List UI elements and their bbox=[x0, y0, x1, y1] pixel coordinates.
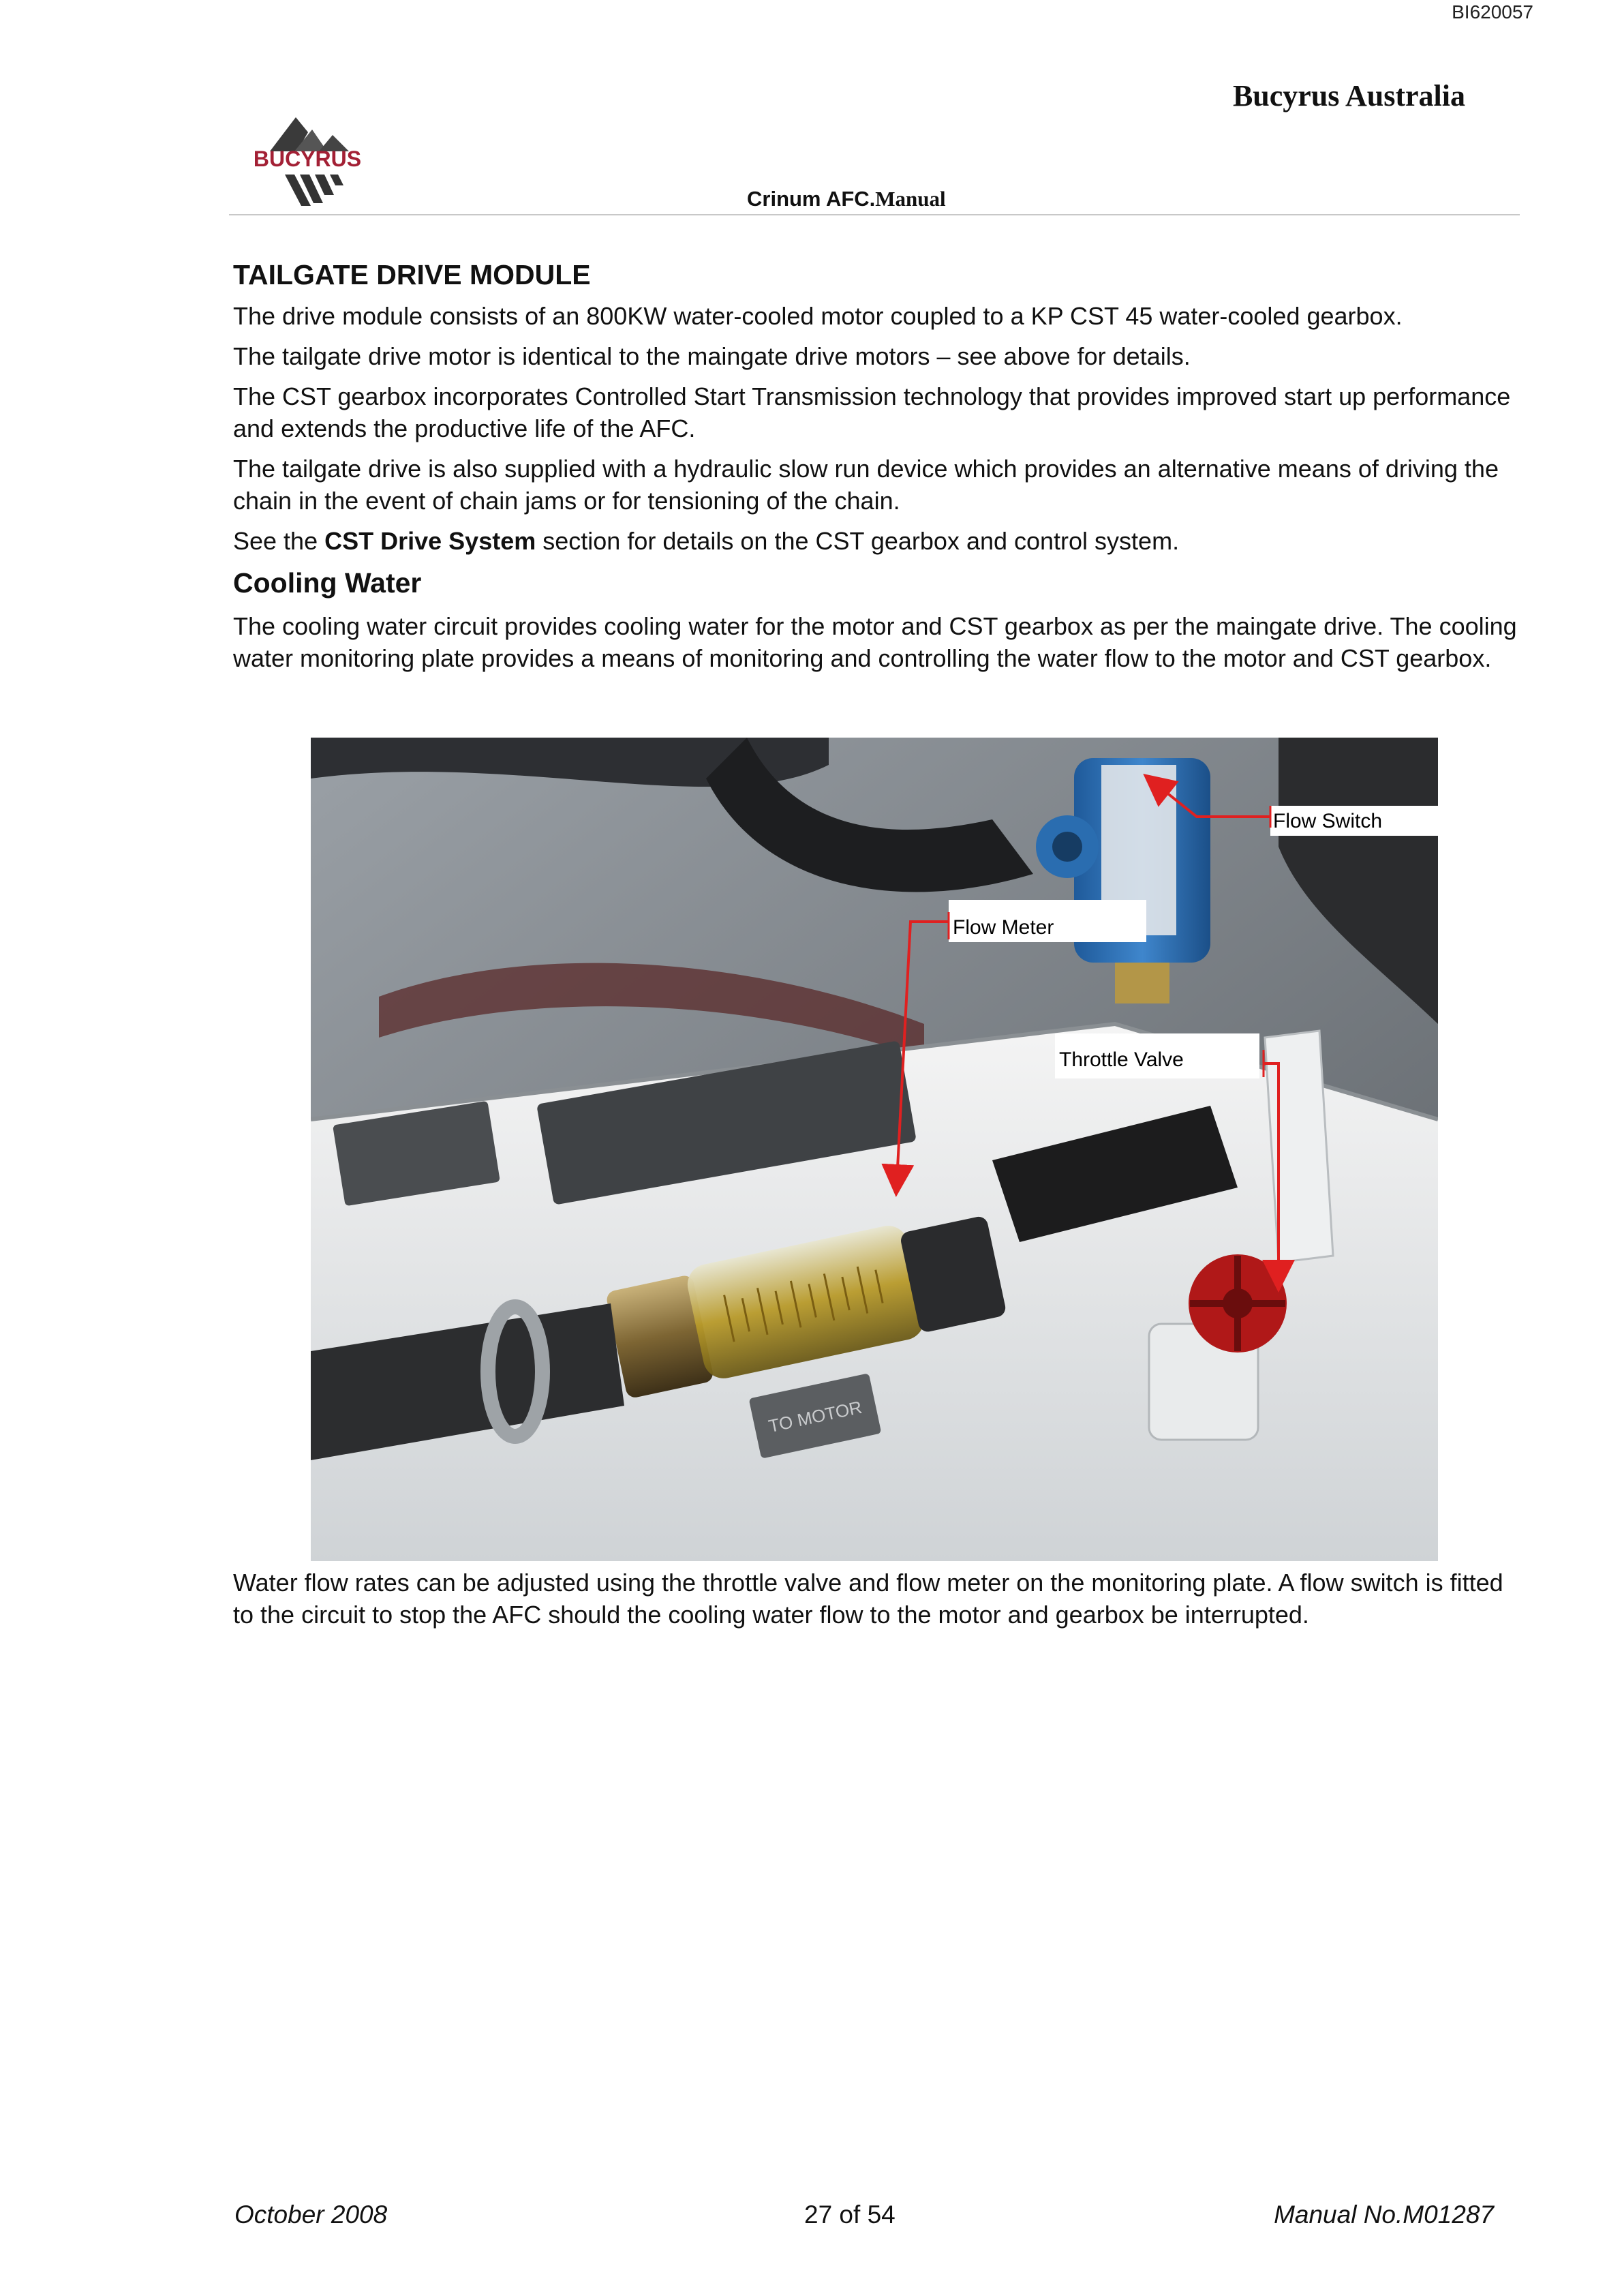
manual-title-bold: Crinum AFC. bbox=[747, 187, 876, 211]
company-name: Bucyrus Australia bbox=[1232, 79, 1465, 112]
paragraph-see-cst bbox=[233, 525, 1521, 557]
paragraph-drive-module: The drive module consists of an 800KW water-cooled motor coupled to a KP CST 45 water-cooled gearbox. bbox=[233, 302, 1403, 330]
flow-meter-label-text: Flow Meter bbox=[953, 916, 1054, 939]
throttle-valve-label-text: Throttle Valve bbox=[1059, 1048, 1184, 1071]
cooling-water-heading: Cooling Water bbox=[233, 567, 422, 599]
paragraph-drive-motor: The tailgate drive motor is identical to the maingate drive motors – see above for details. bbox=[233, 342, 1191, 370]
cst-drive-system-reference: CST Drive System bbox=[324, 527, 536, 555]
paragraph-cooling-water: The cooling water circuit provides cooling water for the motor and CST gearbox as per the maingate drive. The cooling water monitoring plate provides a means of monitoring and controlling the water flow to the motor and CST gearbox. bbox=[233, 612, 1517, 672]
paragraph-cst-gearbox: The CST gearbox incorporates Controlled Start Transmission technology that provides improved start up performance and extends the productive life of the AFC. bbox=[233, 382, 1511, 442]
flow-switch-port-hole bbox=[1052, 832, 1082, 862]
flow-switch-fitting bbox=[1115, 963, 1169, 1003]
logo-stripe-3 bbox=[315, 175, 334, 195]
footer-date: October 2008 bbox=[234, 2201, 388, 2229]
footer-manual-number: Manual No.M01287 bbox=[1274, 2201, 1494, 2229]
manual-title-serif: Manual bbox=[875, 187, 946, 211]
footer-page-number: 27 of 54 bbox=[804, 2201, 896, 2229]
flow-switch-label-text: Flow Switch bbox=[1273, 810, 1383, 832]
bucyrus-logo bbox=[229, 109, 386, 211]
see-prefix: See the bbox=[233, 527, 325, 555]
document-id: BI620057 bbox=[1452, 1, 1533, 22]
monitoring-plate-photo bbox=[311, 738, 1438, 1561]
section-heading: TAILGATE DRIVE MODULE bbox=[233, 259, 591, 290]
see-suffix: section for details on the CST gearbox and control system. bbox=[536, 527, 1180, 555]
paragraph-flow-rates: Water flow rates can be adjusted using the throttle valve and flow meter on the monitoring plate. A flow switch is fitted to the circuit to stop the AFC should the cooling water flow to the motor and gearbox be interrupted. bbox=[233, 1569, 1503, 1629]
logo-stripe-4 bbox=[330, 175, 343, 185]
to-motor-plate-text: TO MOTOR bbox=[767, 1396, 864, 1437]
logo-wordmark: BUCYRUS bbox=[253, 147, 362, 171]
paragraph-slow-run: The tailgate drive is also supplied with a hydraulic slow run device which provides an alternative means of driving the chain in the event of chain jams or for tensioning of the chain. bbox=[233, 455, 1499, 515]
manual-title bbox=[747, 187, 946, 211]
main-content bbox=[233, 258, 1521, 682]
header-divider bbox=[229, 214, 1520, 215]
